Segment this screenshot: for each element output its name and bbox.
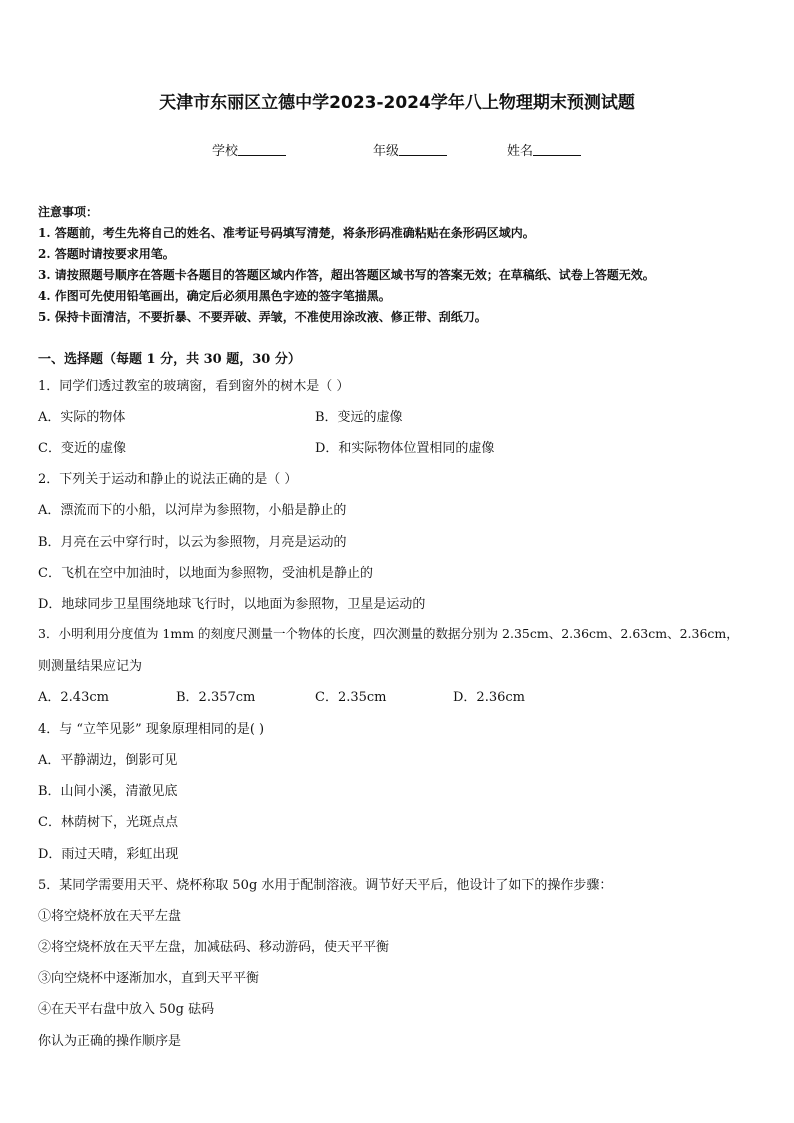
notice-item: 4. 作图可先使用铅笔画出，确定后必须用黑色字迹的签字笔描黑。 xyxy=(38,289,391,303)
notice-heading: 注意事项： xyxy=(38,205,99,219)
question-4-option-b: B．山间小溪，清澈见底 xyxy=(38,784,178,799)
school-label: 学校 xyxy=(212,144,239,159)
section-heading: 一、选择题（每题 1 分，共 30 题，30 分） xyxy=(38,352,301,367)
name-field xyxy=(507,140,581,159)
question-5-step-3: ③向空烧杯中逐渐加水，直到天平平衡 xyxy=(38,971,260,986)
question-1-stem: 1．同学们透过教室的玻璃窗，看到窗外的树木是（ ） xyxy=(38,379,350,394)
question-5-step-4: ④在天平右盘中放入 50g 砝码 xyxy=(38,1002,215,1017)
question-5-prompt: 你认为正确的操作顺序是 xyxy=(38,1034,182,1049)
grade-label: 年级 xyxy=(373,144,400,159)
school-field xyxy=(212,140,286,159)
grade-blank xyxy=(399,143,447,156)
question-2-option-d: D．地球同步卫星围绕地球飞行时，以地面为参照物，卫星是运动的 xyxy=(38,597,426,612)
question-4-option-a: A．平静湖边，倒影可见 xyxy=(38,753,178,768)
question-1-option-d: D．和实际物体位置相同的虚像 xyxy=(315,441,495,456)
name-blank xyxy=(533,143,581,156)
question-3-stem: 3．小明利用分度值为 1mm 的刻度尺测量一个物体的长度，四次测量的数据分别为 2.35cm、2.36cm、2.63cm、2.36cm， xyxy=(38,626,739,641)
question-4-stem: 4．与 “立竿见影” 现象原理相同的是( ) xyxy=(38,722,265,737)
notice-item: 2. 答题时请按要求用笔。 xyxy=(38,247,175,261)
question-3-option-d: D．2.36cm xyxy=(453,690,525,705)
question-4-option-d: D．雨过天晴，彩虹出现 xyxy=(38,847,179,862)
question-1-option-c: C．变近的虚像 xyxy=(38,441,126,456)
question-5-stem: 5．某同学需要用天平、烧杯称取 50g 水用于配制溶液。调节好天平后，他设计了如下的操作步骤： xyxy=(38,878,613,893)
grade-field xyxy=(373,140,447,159)
notice-item: 3. 请按照题号顺序在答题卡各题目的答题区域内作答，超出答题区域书写的答案无效；在草稿纸、试卷上答题无效。 xyxy=(38,268,655,282)
question-5-step-2: ②将空烧杯放在天平左盘，加减砝码、移动游码，使天平平衡 xyxy=(38,940,390,955)
question-1-option-a: A．实际的物体 xyxy=(38,410,126,425)
question-5-step-1: ①将空烧杯放在天平左盘 xyxy=(38,909,182,924)
notice-item: 5. 保持卡面清洁，不要折暴、不要弄破、弄皱，不准使用涂改液、修正带、刮纸刀。 xyxy=(38,310,487,324)
school-blank xyxy=(238,143,286,156)
question-2-option-c: C．飞机在空中加油时，以地面为参照物，受油机是静止的 xyxy=(38,566,373,581)
question-3-stem-continued: 则测量结果应记为 xyxy=(38,659,143,674)
question-2-option-a: A．漂流而下的小船，以河岸为参照物，小船是静止的 xyxy=(38,503,347,518)
question-3-option-a: A．2.43cm xyxy=(38,690,109,705)
notice-item: 1. 答题前，考生先将自己的姓名、准考证号码填写清楚，将条形码准确粘贴在条形码区域内。 xyxy=(38,226,535,240)
question-3-option-c: C．2.35cm xyxy=(315,690,387,705)
page-title: 天津市东丽区立德中学2023-2024学年八上物理期末预测试题 xyxy=(159,93,635,113)
question-2-option-b: B．月亮在云中穿行时，以云为参照物，月亮是运动的 xyxy=(38,535,347,550)
question-2-stem: 2．下列关于运动和静止的说法正确的是（ ） xyxy=(38,472,298,487)
name-label: 姓名 xyxy=(507,144,534,159)
question-4-option-c: C．林荫树下，光斑点点 xyxy=(38,815,178,830)
question-3-option-b: B．2.357cm xyxy=(176,690,256,705)
question-1-option-b: B．变远的虚像 xyxy=(315,410,403,425)
